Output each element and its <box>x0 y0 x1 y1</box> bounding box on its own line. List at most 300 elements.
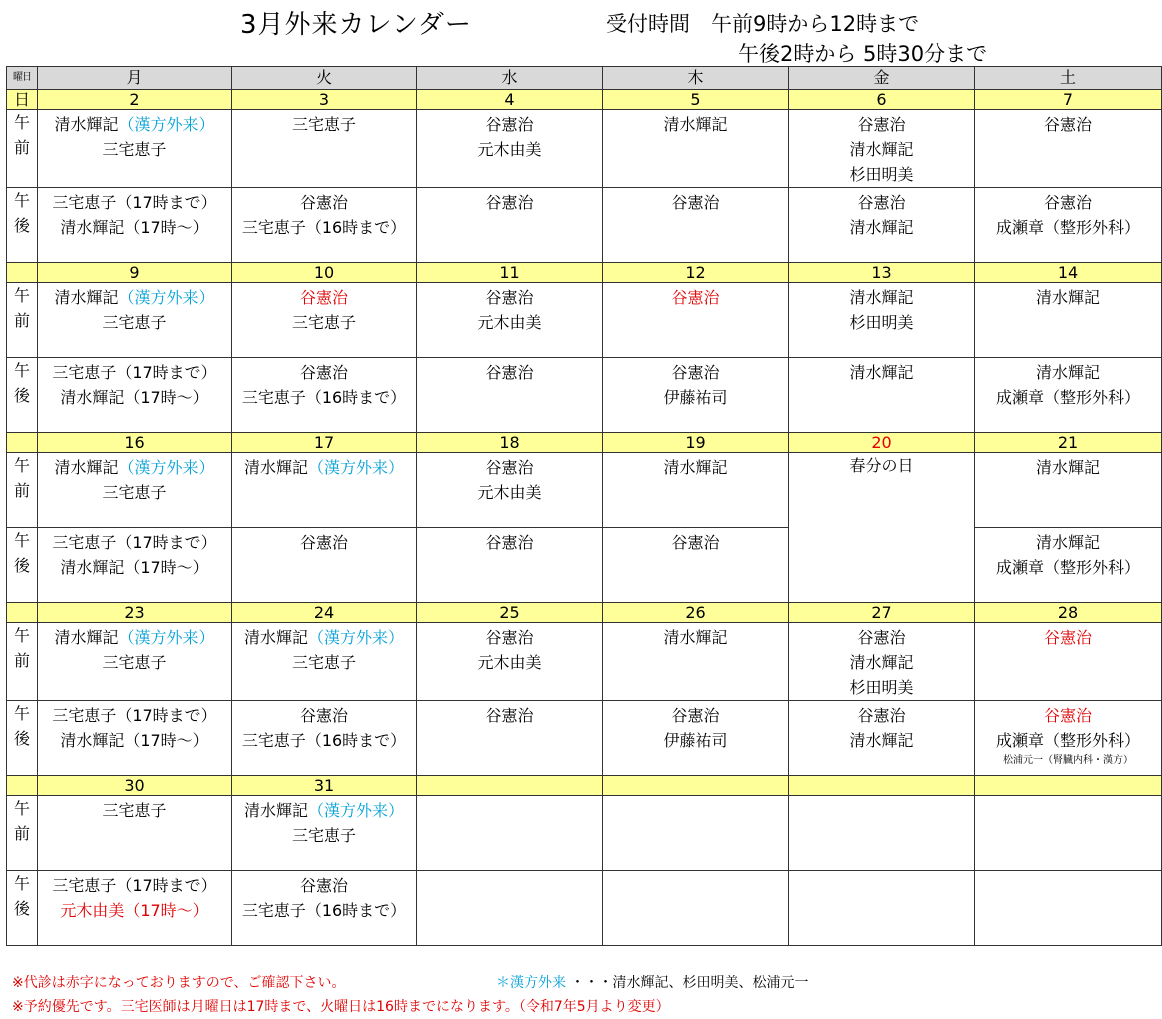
doctor-name: 清水輝記 <box>663 628 728 647</box>
doctor-name: 三宅恵子（16時まで） <box>241 218 407 237</box>
pm-cell <box>417 701 603 776</box>
am-label-2: 前 <box>13 311 30 330</box>
date-cell: 25 <box>417 603 603 623</box>
doctor-line <box>38 455 231 480</box>
doctor-line <box>789 137 974 162</box>
doctor-name: 三宅恵子（16時まで） <box>241 388 407 407</box>
doctor-line <box>38 215 231 240</box>
date-cell: 20 <box>789 433 975 453</box>
doctor-line <box>789 360 974 385</box>
cell-content <box>38 283 231 335</box>
pm-label <box>7 871 38 946</box>
doctor-line <box>789 650 974 675</box>
doctor-line <box>603 625 788 650</box>
date-row-label: 日 <box>7 90 38 110</box>
doctor-name: 清水輝記 <box>849 288 914 307</box>
doctor-name: 清水輝記 <box>663 115 728 134</box>
cell-content <box>789 871 974 873</box>
pm-cell <box>232 188 417 263</box>
date-row-label <box>7 776 38 796</box>
cell-content <box>417 701 602 728</box>
page-title: 3月外来カレンダー <box>240 10 472 40</box>
pm-cell <box>417 528 603 603</box>
doctor-name: 元木由美 <box>477 313 542 332</box>
doctor-name: 三宅恵子（17時まで） <box>52 876 217 895</box>
pm-label <box>7 528 38 603</box>
doctor-name: 谷憲治 <box>857 706 906 725</box>
cell-content <box>789 283 974 335</box>
doctor-name: 谷憲治 <box>1043 115 1092 134</box>
doctor-name: 三宅恵子 <box>291 313 356 332</box>
doctor-name: 谷憲治 <box>671 706 720 725</box>
doctor-name: 谷憲治 <box>485 628 534 647</box>
reception-hours-am: 受付時間 午前9時から12時まで <box>606 12 920 36</box>
doctor-name: 谷憲治 <box>299 288 348 307</box>
date-cell: 13 <box>789 263 975 283</box>
doctor-name: （漢方外来） <box>118 628 215 647</box>
pm-row <box>7 871 1162 946</box>
cell-content <box>232 623 416 675</box>
date-cell: 2 <box>38 90 232 110</box>
doctor-line <box>38 625 231 650</box>
pm-label <box>7 701 38 776</box>
cell-content <box>789 701 974 753</box>
cell-content <box>232 453 416 480</box>
doctor-name: 谷憲治 <box>485 363 534 382</box>
doctor-name: 清水輝記 <box>243 801 308 820</box>
am-cell <box>789 283 975 358</box>
date-cell: 17 <box>232 433 417 453</box>
date-cell: 12 <box>603 263 789 283</box>
date-cell: 31 <box>232 776 417 796</box>
doctor-line <box>603 728 788 753</box>
pm-cell <box>603 871 789 946</box>
doctor-line <box>603 455 788 480</box>
am-cell <box>417 623 603 701</box>
cell-content <box>789 188 974 240</box>
doctor-line <box>603 385 788 410</box>
doctor-name: 清水輝記 <box>663 458 728 477</box>
doctor-line <box>38 112 231 137</box>
pm-cell <box>975 701 1162 776</box>
doctor-name: 谷憲治 <box>857 193 906 212</box>
doctor-name: 清水輝記 <box>849 363 914 382</box>
cell-content <box>975 358 1161 410</box>
am-cell <box>417 110 603 188</box>
date-cell: 16 <box>38 433 232 453</box>
cell-content <box>975 528 1161 580</box>
doctor-name: 元木由美 <box>477 483 542 502</box>
doctor-line <box>789 285 974 310</box>
holiday-cell: 春分の日 <box>789 453 975 603</box>
doctor-line <box>232 703 416 728</box>
pm-cell <box>603 528 789 603</box>
doctor-name: 三宅恵子 <box>102 313 167 332</box>
date-cell: 24 <box>232 603 417 623</box>
doctor-name: 成瀬章（整形外科） <box>995 218 1140 237</box>
doctor-line <box>38 728 231 753</box>
doctor-line <box>603 530 788 555</box>
reservation-note: ※予約優先です。三宅医師は月曜日は17時まで、火曜日は16時までになります。（令和7年5月より変更） <box>12 999 670 1015</box>
doctor-name: 清水輝記 <box>849 653 914 672</box>
pm-cell <box>789 188 975 263</box>
cell-content <box>232 701 416 753</box>
pm-label-1: 午 <box>13 191 30 210</box>
pm-cell <box>38 871 232 946</box>
doctor-name: 谷憲治 <box>299 533 348 552</box>
date-cell: 6 <box>789 90 975 110</box>
doctor-name: 三宅恵子 <box>102 653 167 672</box>
doctor-line <box>975 703 1161 728</box>
cell-content <box>603 528 788 555</box>
cell-content <box>789 796 974 798</box>
reception-hours-pm: 午後2時から 5時30分まで <box>738 42 988 66</box>
doctor-name: 三宅恵子 <box>291 653 356 672</box>
date-cell <box>417 776 603 796</box>
pm-label <box>7 188 38 263</box>
pm-row <box>7 701 1162 776</box>
pm-cell <box>603 358 789 433</box>
doctor-name: 三宅恵子（17時まで） <box>52 706 217 725</box>
am-label <box>7 796 38 871</box>
pm-row <box>7 358 1162 433</box>
doctor-name: （漢方外来） <box>308 628 405 647</box>
doctor-line <box>789 675 974 700</box>
doctor-line <box>38 555 231 580</box>
doctor-line <box>603 703 788 728</box>
date-cell <box>603 776 789 796</box>
am-cell <box>789 796 975 871</box>
doctor-line <box>232 728 416 753</box>
doctor-name: 三宅恵子（16時まで） <box>241 901 407 920</box>
cell-content <box>603 358 788 410</box>
am-cell <box>417 453 603 528</box>
pm-label-1: 午 <box>13 704 30 723</box>
doctor-line <box>975 285 1161 310</box>
cell-content <box>232 871 416 923</box>
cell-content <box>417 528 602 555</box>
am-label-1: 午 <box>13 626 30 645</box>
date-row <box>7 776 1162 796</box>
am-label <box>7 623 38 701</box>
doctor-line <box>232 625 416 650</box>
am-cell <box>232 453 417 528</box>
doctor-name: 清水輝記 <box>1035 288 1100 307</box>
am-label-2: 前 <box>13 824 30 843</box>
cell-content <box>975 623 1161 650</box>
doctor-line <box>232 385 416 410</box>
cell-content <box>38 358 231 410</box>
doctor-line <box>38 285 231 310</box>
doctor-line <box>603 112 788 137</box>
date-row-label <box>7 263 38 283</box>
date-cell: 28 <box>975 603 1162 623</box>
doctor-name: 三宅恵子（17時まで） <box>52 193 217 212</box>
doctor-line <box>975 385 1161 410</box>
am-label-1: 午 <box>13 799 30 818</box>
cell-content <box>232 528 416 555</box>
date-cell <box>975 776 1162 796</box>
doctor-line <box>232 112 416 137</box>
pm-cell <box>975 528 1162 603</box>
doctor-line <box>232 285 416 310</box>
doctor-line <box>417 625 602 650</box>
cell-content <box>975 871 1161 873</box>
weekday-wed: 水 <box>417 67 603 90</box>
doctor-line <box>975 728 1161 753</box>
cell-content <box>417 623 602 675</box>
doctor-line <box>232 823 416 848</box>
cell-content <box>417 283 602 335</box>
cell-content <box>417 796 602 798</box>
doctor-name: 三宅恵子（17時まで） <box>52 363 217 382</box>
doctor-name: 三宅恵子（17時まで） <box>52 533 217 552</box>
doctor-line <box>232 190 416 215</box>
doctor-name: 清水輝記 <box>243 458 308 477</box>
doctor-name: 清水輝記 <box>54 458 119 477</box>
doctor-name: 伊藤祐司 <box>663 731 728 750</box>
doctor-line <box>417 650 602 675</box>
doctor-name: 成瀬章（整形外科） <box>995 731 1140 750</box>
am-label <box>7 283 38 358</box>
doctor-line <box>232 873 416 898</box>
doctor-line <box>417 530 602 555</box>
doctor-line <box>417 190 602 215</box>
am-cell <box>603 283 789 358</box>
doctor-line <box>417 455 602 480</box>
pm-label-2: 後 <box>13 216 30 235</box>
cell-content <box>417 358 602 385</box>
doctor-line <box>232 215 416 240</box>
doctor-name: 谷憲治 <box>671 288 720 307</box>
doctor-line <box>232 455 416 480</box>
doctor-name: 谷憲治 <box>857 628 906 647</box>
doctor-name: 三宅恵子 <box>291 115 356 134</box>
pm-label-2: 後 <box>13 729 30 748</box>
cell-content <box>603 283 788 310</box>
weekday-thu: 木 <box>603 67 789 90</box>
cell-content <box>975 453 1161 480</box>
pm-cell <box>38 701 232 776</box>
doctor-line <box>789 190 974 215</box>
doctor-line <box>38 385 231 410</box>
cell-content <box>417 188 602 215</box>
am-row <box>7 796 1162 871</box>
doctor-name: 谷憲治 <box>299 876 348 895</box>
doctor-name: 伊藤祐司 <box>663 388 728 407</box>
doctor-line <box>232 530 416 555</box>
cell-content <box>38 701 231 753</box>
pm-cell <box>789 358 975 433</box>
date-row <box>7 433 1162 453</box>
pm-cell <box>232 701 417 776</box>
doctor-line <box>789 310 974 335</box>
am-cell <box>975 796 1162 871</box>
doctor-name: 清水輝記 <box>1035 363 1100 382</box>
doctor-name: 成瀬章（整形外科） <box>995 388 1140 407</box>
date-cell: 11 <box>417 263 603 283</box>
date-cell: 9 <box>38 263 232 283</box>
doctor-name: 谷憲治 <box>671 193 720 212</box>
doctor-line <box>38 703 231 728</box>
cell-content <box>232 358 416 410</box>
doctor-line <box>975 455 1161 480</box>
doctor-line <box>603 285 788 310</box>
cell-content <box>232 283 416 335</box>
doctor-line <box>38 480 231 505</box>
doctor-name: 元木由美 <box>477 140 542 159</box>
am-cell <box>38 283 232 358</box>
weekday-sat: 土 <box>975 67 1162 90</box>
am-cell <box>232 623 417 701</box>
am-cell <box>38 796 232 871</box>
date-cell: 30 <box>38 776 232 796</box>
doctor-line <box>789 728 974 753</box>
pm-cell <box>603 701 789 776</box>
cell-content <box>232 110 416 137</box>
doctor-line <box>232 360 416 385</box>
doctor-line <box>603 190 788 215</box>
doctor-line <box>417 703 602 728</box>
doctor-name: 谷憲治 <box>485 706 534 725</box>
doctor-line <box>38 898 231 923</box>
doctor-line <box>789 215 974 240</box>
cell-content <box>417 110 602 162</box>
am-cell <box>417 796 603 871</box>
pm-label-1: 午 <box>13 531 30 550</box>
am-cell <box>789 623 975 701</box>
pm-cell <box>789 701 975 776</box>
cell-content <box>975 110 1161 137</box>
doctor-line <box>789 703 974 728</box>
doctor-line <box>38 798 231 823</box>
doctor-name: 清水輝記 <box>849 731 914 750</box>
am-label-2: 前 <box>13 651 30 670</box>
doctor-name: 谷憲治 <box>1043 193 1092 212</box>
am-cell <box>232 796 417 871</box>
cell-content <box>38 796 231 823</box>
doctor-line <box>38 310 231 335</box>
doctor-name: （漢方外来） <box>308 801 405 820</box>
cell-content <box>38 623 231 675</box>
am-cell <box>232 283 417 358</box>
doctor-line <box>975 625 1161 650</box>
pm-cell <box>603 188 789 263</box>
am-label-1: 午 <box>13 113 30 132</box>
am-label-2: 前 <box>13 138 30 157</box>
pm-label-2: 後 <box>13 386 30 405</box>
doctor-name: 谷憲治 <box>1043 628 1092 647</box>
am-label-1: 午 <box>13 286 30 305</box>
doctor-line <box>38 137 231 162</box>
am-cell <box>975 453 1162 528</box>
substitute-note: ※代診は赤字になっておりますので、ご確認下さい。 <box>12 975 346 991</box>
outpatient-calendar <box>6 66 1162 946</box>
cell-content <box>603 623 788 650</box>
am-cell <box>603 453 789 528</box>
doctor-line <box>232 310 416 335</box>
doctor-name: 三宅恵子 <box>102 801 167 820</box>
am-cell <box>975 283 1162 358</box>
pm-row <box>7 188 1162 263</box>
date-row <box>7 263 1162 283</box>
doctor-name: 杉田明美 <box>849 165 914 184</box>
doctor-line <box>417 137 602 162</box>
pm-label-2: 後 <box>13 899 30 918</box>
doctor-line <box>975 530 1161 555</box>
cell-content <box>38 188 231 240</box>
date-cell: 19 <box>603 433 789 453</box>
cell-content <box>603 188 788 215</box>
doctor-name: 清水輝記 <box>849 140 914 159</box>
pm-cell <box>232 871 417 946</box>
weekday-fri: 金 <box>789 67 975 90</box>
cell-content <box>38 110 231 162</box>
doctor-name: 三宅恵子 <box>102 140 167 159</box>
am-cell <box>975 110 1162 188</box>
am-label <box>7 110 38 188</box>
calendar-body <box>7 67 1162 946</box>
doctor-name: （漢方外来） <box>118 288 215 307</box>
date-row <box>7 603 1162 623</box>
date-row-label <box>7 433 38 453</box>
cell-content <box>975 701 1161 769</box>
am-row <box>7 623 1162 701</box>
pm-cell <box>38 358 232 433</box>
cell-content <box>417 453 602 505</box>
doctor-line <box>789 112 974 137</box>
date-cell: 26 <box>603 603 789 623</box>
doctor-line <box>417 310 602 335</box>
cell-content <box>38 453 231 505</box>
doctor-name: 谷憲治 <box>671 533 720 552</box>
doctor-line <box>232 798 416 823</box>
date-row <box>7 90 1162 110</box>
am-cell <box>975 623 1162 701</box>
doctor-name: 谷憲治 <box>299 363 348 382</box>
pm-row <box>7 528 1162 603</box>
doctor-line <box>975 753 1161 769</box>
doctor-name: 清水輝記（17時～） <box>60 558 209 577</box>
doctor-name: 清水輝記（17時～） <box>60 218 209 237</box>
am-row <box>7 453 1162 528</box>
doctor-name: 清水輝記 <box>54 288 119 307</box>
pm-cell <box>417 188 603 263</box>
doctor-name: 谷憲治 <box>299 706 348 725</box>
doctor-name: （漢方外来） <box>308 458 405 477</box>
doctor-name: 杉田明美 <box>849 678 914 697</box>
am-label-1: 午 <box>13 456 30 475</box>
cell-content <box>38 871 231 923</box>
pm-cell <box>38 188 232 263</box>
doctor-name: 清水輝記（17時～） <box>60 731 209 750</box>
kampo-note <box>496 972 808 992</box>
date-cell: 4 <box>417 90 603 110</box>
weekday-mon: 月 <box>38 67 232 90</box>
date-cell: 21 <box>975 433 1162 453</box>
doctor-name: 清水輝記 <box>54 628 119 647</box>
am-cell <box>38 453 232 528</box>
cell-content <box>232 796 416 848</box>
doctor-line <box>603 360 788 385</box>
doctor-line <box>38 873 231 898</box>
pm-cell <box>417 871 603 946</box>
am-cell <box>232 110 417 188</box>
doctor-line <box>417 360 602 385</box>
doctor-name: 谷憲治 <box>1043 706 1092 725</box>
doctor-name: 谷憲治 <box>485 458 534 477</box>
kampo-label: ＊漢方外来 <box>496 975 566 991</box>
